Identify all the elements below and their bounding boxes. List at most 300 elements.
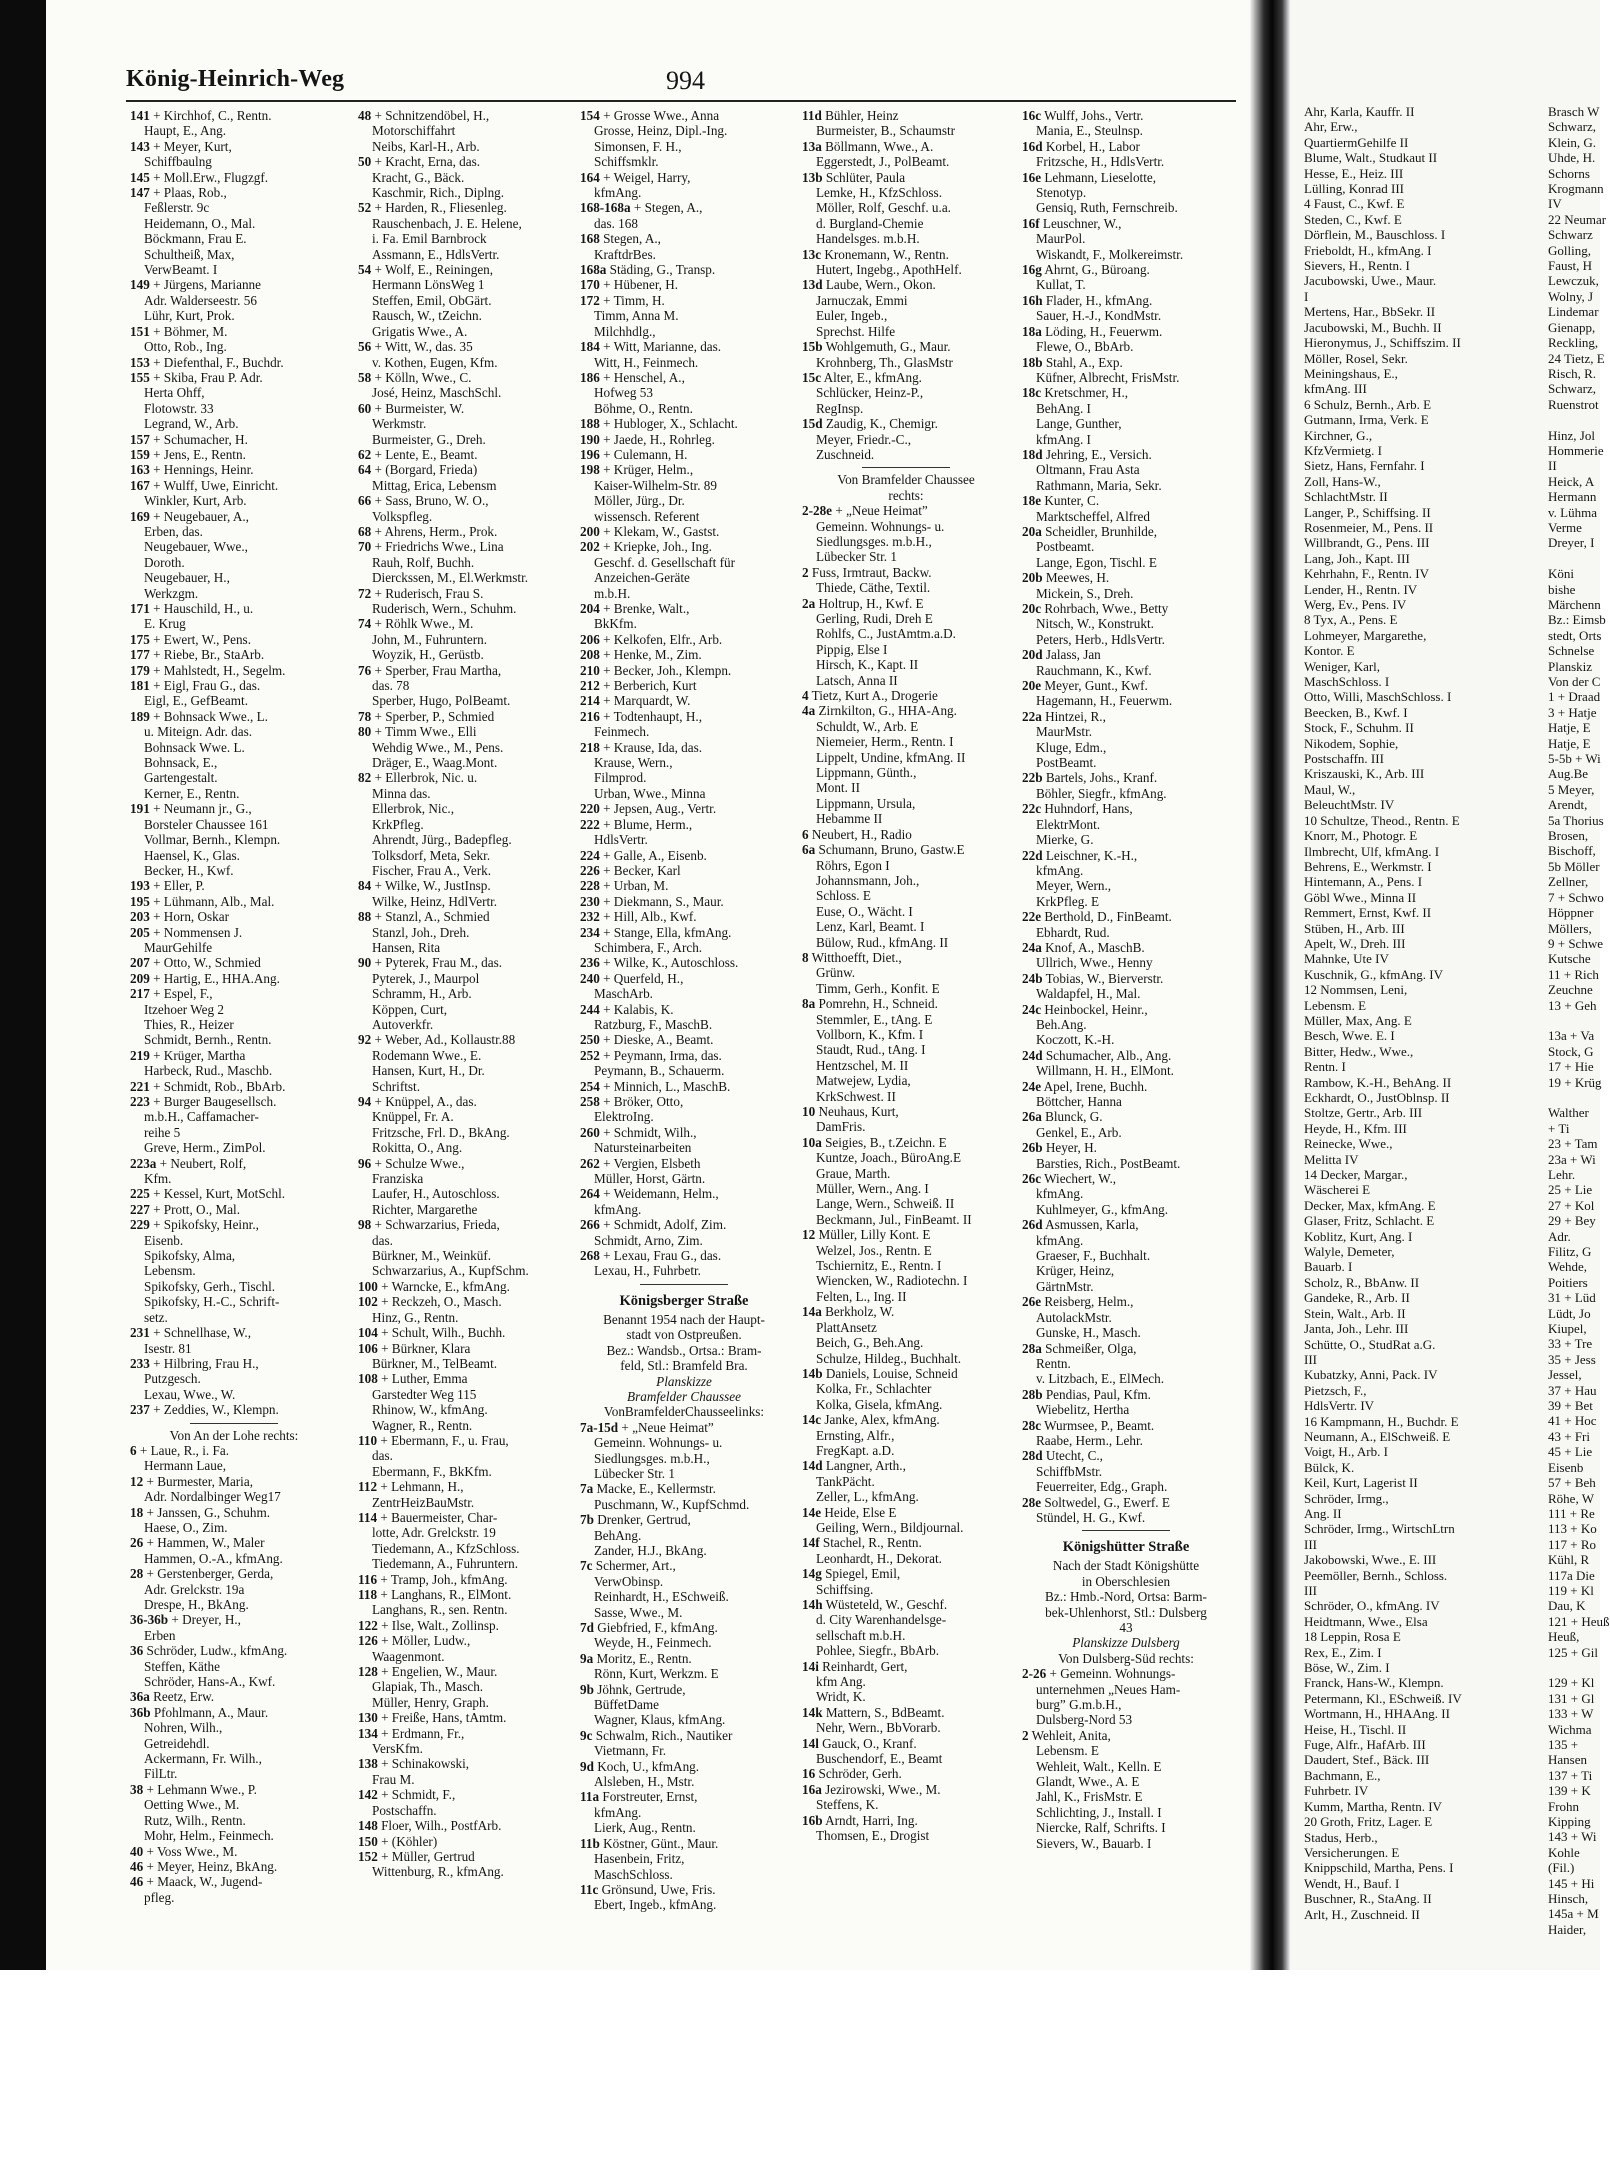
directory-entry-continuation: Niemeier, Herm., Rentn. I: [816, 734, 954, 750]
directory-entry-continuation: Gunske, H., Masch.: [1036, 1325, 1141, 1341]
facing-page-line: Hintemann, A., Pens. I: [1304, 874, 1423, 890]
directory-entry-continuation: Wittenburg, R., kfmAng.: [372, 1864, 504, 1880]
directory-entry-continuation: KraftdrBes.: [594, 246, 656, 262]
directory-entry-continuation: KrkPfleg. E: [1036, 893, 1099, 909]
directory-entry-continuation: Rohlfs, C., JustAmtm.a.D.: [816, 626, 956, 642]
facing-page-line: kfmAng. III: [1304, 381, 1367, 397]
house-number: 14c: [802, 1412, 822, 1428]
facing-page-line: stedt, Orts: [1548, 627, 1602, 643]
directory-entry-continuation: Steffens, K.: [816, 1797, 879, 1813]
directory-entry-continuation: Hasenbein, Fritz,: [594, 1851, 685, 1867]
directory-entry-continuation: VerwBeamt. I: [144, 262, 218, 278]
directory-entry-continuation: Winkler, Kurt, Arb.: [144, 493, 247, 509]
directory-entry: 14e Heide, Else E: [802, 1504, 897, 1520]
directory-entry-continuation: kfmAng.: [594, 185, 642, 201]
directory-entry-continuation: Jahl, K., FrisMstr. E: [1036, 1789, 1143, 1805]
facing-page-line: 9 + Schwe: [1548, 935, 1603, 951]
house-number: 163: [130, 462, 150, 478]
house-number: 240: [580, 970, 600, 986]
house-number: 60: [358, 400, 372, 416]
directory-entry: 114 + Bauermeister, Char-: [358, 1509, 498, 1525]
facing-page-line: 35 + Jess: [1548, 1351, 1596, 1367]
facing-page-line: Werg, Ev., Pens. IV: [1304, 597, 1407, 612]
directory-entry: 191 + Neumann jr., G.,: [130, 801, 252, 817]
scan-bottom-margin: [0, 1970, 1600, 2177]
directory-entry-continuation: Thiede, Cäthe, Textil.: [816, 580, 931, 596]
directory-entry-continuation: Richter, Margarethe: [372, 1201, 478, 1217]
house-number: 236: [580, 955, 600, 971]
facing-page-line: Kiupel,: [1548, 1321, 1587, 1337]
directory-entry-continuation: Witt, H., Feinmech.: [594, 354, 699, 370]
facing-page-line: Zellner,: [1548, 874, 1589, 890]
directory-entry: 16a Jezirowski, Wwe., M.: [802, 1781, 941, 1797]
directory-entry: 260 + Schmidt, Wilh.,: [580, 1124, 697, 1140]
facing-page-line: Hatje, E: [1548, 735, 1591, 751]
directory-entry: 152 + Müller, Gertrud: [358, 1848, 475, 1864]
house-number: 20e: [1022, 678, 1042, 694]
directory-entry-continuation: Bürkner, M., Weinküf.: [372, 1248, 492, 1264]
directory-entry-continuation: Postbeamt.: [1036, 539, 1095, 555]
directory-entry: 74 + Röhlk Wwe., M.: [358, 616, 474, 632]
facing-page-line: 19 + Krüg: [1548, 1074, 1602, 1090]
facing-page-line: Uhde, H.: [1548, 150, 1596, 166]
directory-entry: 138 + Schinakowski,: [358, 1756, 470, 1772]
directory-entry: 198 + Krüger, Helm.,: [580, 462, 694, 478]
directory-entry-continuation: Peters, Herb., HdlsVertr.: [1036, 631, 1165, 647]
house-number: 147: [130, 185, 150, 201]
facing-page-line: Dau, K: [1548, 1598, 1586, 1614]
directory-entry-continuation: Köppen, Curt,: [372, 1001, 448, 1017]
house-number: 11b: [580, 1835, 600, 1851]
directory-entry-continuation: Puschmann, W., KupfSchmd.: [594, 1496, 750, 1512]
facing-page-line: Stock, G: [1548, 1043, 1594, 1059]
house-number: 12: [802, 1227, 816, 1243]
directory-entry-continuation: v. Litzbach, E., ElMech.: [1036, 1371, 1165, 1387]
section-note: Von Dulsberg-Süd rechts:: [1058, 1650, 1194, 1666]
directory-entry-continuation: m.b.H., Caffamacher-: [144, 1109, 259, 1125]
house-number: 16a: [802, 1781, 822, 1797]
directory-entry: 232 + Hill, Alb., Kwf.: [580, 909, 697, 925]
house-number: 214: [580, 693, 600, 709]
directory-entry: 62 + Lente, E., Beamt.: [358, 446, 478, 462]
directory-entry-continuation: Grigatis Wwe., A.: [372, 323, 468, 339]
house-number: 231: [130, 1325, 150, 1341]
section-note: stadt von Ostpreußen.: [626, 1327, 742, 1343]
directory-entry-continuation: Minna das.: [372, 785, 431, 801]
directory-entry-continuation: kfmAng.: [1036, 1186, 1084, 1202]
directory-entry-continuation: Hammen, O.-A., kfmAng.: [144, 1550, 283, 1566]
facing-page-line: 57 + Beh: [1548, 1475, 1596, 1491]
facing-page-line: Adr.: [1548, 1228, 1571, 1244]
house-number: 22b: [1022, 770, 1043, 786]
directory-entry: 254 + Minnich, L., MaschB.: [580, 1078, 731, 1094]
facing-page-line: Sievers, H., Rentn. I: [1304, 258, 1410, 274]
house-number: 6a: [802, 842, 816, 858]
facing-page-line: 135 +: [1548, 1736, 1579, 1752]
facing-page-line: Zoll, Hans-W.,: [1304, 473, 1381, 489]
facing-page-line: Scholz, R., BbAnw. II: [1304, 1274, 1420, 1290]
directory-entry-continuation: Wridt, K.: [816, 1689, 866, 1705]
facing-page-line: Bauarb. I: [1304, 1259, 1353, 1275]
facing-page-line: Melitta IV: [1304, 1151, 1359, 1167]
directory-entry-continuation: Geschf. d. Gesellschaft für: [594, 554, 735, 570]
house-number: 138: [358, 1756, 378, 1772]
house-number: 237: [130, 1402, 150, 1418]
directory-entry: 16g Ahrnt, G., Büroang.: [1022, 262, 1150, 278]
directory-entry: 4 Tietz, Kurt A., Drogerie: [802, 688, 938, 704]
house-number: 212: [580, 678, 600, 694]
house-number: 266: [580, 1217, 600, 1233]
house-number: 228: [580, 878, 600, 894]
directory-entry-continuation: Werkmstr.: [372, 416, 427, 432]
directory-entry: 167 + Wulff, Uwe, Einricht.: [130, 477, 279, 493]
directory-entry-continuation: Thomsen, E., Drogist: [816, 1828, 930, 1844]
house-number: 232: [580, 909, 600, 925]
directory-entry-continuation: SchiffbMstr.: [1036, 1463, 1103, 1479]
directory-entry-continuation: Steffen, Emil, ObGärt.: [372, 292, 492, 308]
directory-entry-continuation: Wehdig Wwe., M., Pens.: [372, 739, 504, 755]
directory-entry-continuation: Wiebelitz, Hertha: [1036, 1402, 1130, 1418]
facing-page-line: Möller, Rosel, Sekr.: [1304, 350, 1408, 366]
directory-entry-continuation: Möller, Rolf, Geschf. u.a.: [816, 200, 951, 216]
directory-entry-continuation: Pohlee, Siegfr., BbArb.: [816, 1643, 940, 1659]
directory-entry: 26 + Hammen, W., Maler: [130, 1535, 265, 1551]
house-number: 244: [580, 1001, 600, 1017]
directory-entry-continuation: Kaiser-Wilhelm-Str. 89: [594, 477, 717, 493]
directory-entry-continuation: Fritzsche, Frl. D., BkAng.: [372, 1124, 510, 1140]
facing-page-line: Glaser, Fritz, Schlacht. E: [1304, 1213, 1435, 1229]
directory-column-4: [802, 108, 1010, 1963]
directory-entry: 82 + Ellerbrok, Nic. u.: [358, 770, 478, 786]
directory-entry: 20c Rohrbach, Wwe., Betty: [1022, 601, 1169, 616]
facing-page-line: 14 Decker, Margar.,: [1304, 1167, 1408, 1183]
directory-entry: 88 + Stanzl, A., Schmied: [358, 909, 490, 925]
directory-entry: 14f Stachel, R., Rentn.: [802, 1535, 922, 1551]
directory-entry: 13a Böllmann, Wwe., A.: [802, 138, 934, 154]
directory-entry: 28 + Gerstenberger, Gerda,: [130, 1566, 274, 1582]
directory-entry: 190 + Jaede, H., Rohrleg.: [580, 431, 715, 447]
directory-entry-continuation: Rauchmann, K., Kwf.: [1036, 662, 1152, 678]
facing-page-line: Stein, Walt., Arb. II: [1304, 1305, 1406, 1321]
directory-entry: 28a Schmeißer, Olga,: [1022, 1340, 1137, 1356]
house-number: 11a: [580, 1789, 600, 1805]
directory-entry: 252 + Peymann, Irma, das.: [580, 1047, 722, 1063]
facing-page-line: Knippschild, Martha, Pens. I: [1304, 1860, 1454, 1876]
directory-entry-continuation: FilLtr.: [144, 1766, 178, 1782]
facing-page-line: Apelt, W., Dreh. III: [1304, 935, 1406, 951]
directory-entry-continuation: Schiffsmklr.: [594, 154, 659, 170]
house-number: 104: [358, 1325, 378, 1341]
directory-entry-continuation: GärtnMstr.: [1036, 1278, 1094, 1294]
house-number: 191: [130, 801, 150, 817]
house-number: 16c: [1022, 108, 1042, 123]
facing-page-line: Bischoff,: [1548, 843, 1596, 859]
facing-page-line: 23a + Wi: [1548, 1151, 1596, 1167]
house-number: 58: [358, 369, 372, 385]
facing-page-line: Steden, C., Kwf. E: [1304, 211, 1402, 227]
directory-entry-continuation: reihe 5: [144, 1124, 181, 1140]
directory-entry-continuation: Handelsges. m.b.H.: [816, 231, 920, 247]
facing-page-line: Lang, Joh., Kapt. III: [1304, 550, 1410, 566]
facing-page-line: Haider,: [1548, 1921, 1587, 1937]
directory-entry-continuation: Assmann, E., HdlsVertr.: [372, 246, 500, 262]
house-number: 14i: [802, 1658, 819, 1674]
directory-entry-continuation: kfm Ang.: [816, 1674, 866, 1690]
house-number: 216: [580, 708, 600, 724]
directory-entry: 228 + Urban, M.: [580, 878, 669, 894]
facing-page-line: 41 + Hoc: [1548, 1413, 1597, 1429]
house-number: 177: [130, 647, 150, 663]
directory-entry-continuation: Kluge, Edm.,: [1036, 739, 1107, 755]
directory-entry-continuation: Böttcher, Hanna: [1036, 1094, 1122, 1109]
directory-entry-continuation: Peymann, B., Schauerm.: [594, 1063, 725, 1079]
directory-entry-continuation: Willmann, H. H., ElMont.: [1036, 1063, 1174, 1079]
directory-entry-continuation: Lippelt, Undine, kfmAng. II: [816, 749, 966, 765]
directory-entry-continuation: Hansen, Rita: [372, 939, 441, 955]
section-note: bek-Uhlenhorst, Stl.: Dulsberg: [1045, 1604, 1207, 1620]
facing-page-line: 23 + Tam: [1548, 1136, 1598, 1152]
directory-entry-continuation: Beh.Ang.: [1036, 1016, 1087, 1032]
facing-page-line: Golling,: [1548, 242, 1591, 258]
directory-entry-continuation: Wehleit, Walt., Kelln. E: [1036, 1758, 1162, 1774]
directory-entry: 208 + Henke, M., Zim.: [580, 647, 702, 663]
facing-page-line: Keil, Kurt, Lagerist II: [1304, 1475, 1418, 1491]
directory-entry-continuation: Neugebauer, H.,: [144, 570, 230, 586]
directory-entry: 209 + Hartig, E., HHA.Ang.: [130, 970, 280, 986]
directory-entry-continuation: Latsch, Anna II: [816, 672, 898, 688]
directory-entry-continuation: Euler, Ingeb.,: [816, 308, 888, 324]
directory-entry-continuation: Lange, Egon, Tischl. E: [1036, 554, 1157, 570]
facing-page: [1290, 0, 1610, 1970]
directory-entry-continuation: Becker, H., Kwf.: [144, 862, 234, 878]
directory-entry-continuation: Krause, Wern.,: [594, 755, 673, 771]
directory-entry: 72 + Ruderisch, Frau S.: [358, 585, 484, 601]
directory-entry-continuation: Müller, Horst, Gärtn.: [594, 1171, 706, 1187]
directory-entry: 240 + Querfeld, H.,: [580, 970, 684, 986]
house-number: 80: [358, 724, 372, 740]
directory-entry-continuation: Rauschenbach, J. E. Helene,: [372, 215, 522, 231]
facing-page-line: III: [1304, 1583, 1317, 1598]
directory-entry-continuation: Barsties, Rich., PostBeamt.: [1036, 1155, 1181, 1171]
directory-entry-continuation: Rodemann Wwe., E.: [372, 1047, 482, 1063]
directory-entry-continuation: Kolka, Fr., Schlachter: [816, 1381, 932, 1397]
facing-page-line: 25 + Lie: [1548, 1182, 1593, 1198]
facing-page-line: Decker, Max, kfmAng. E: [1304, 1197, 1436, 1213]
facing-page-line: Hinz, Jol: [1548, 427, 1595, 443]
house-number: 22c: [1022, 801, 1042, 817]
directory-entry-continuation: Rönn, Kurt, Werkzm. E: [594, 1666, 719, 1682]
directory-entry: 16f Leuschner, W.,: [1022, 215, 1122, 231]
directory-entry-continuation: Ebert, Ingeb., kfmAng.: [594, 1897, 717, 1913]
facing-page-line: 137 + Ti: [1548, 1767, 1593, 1783]
directory-entry-continuation: Lühr, Kurt, Prok.: [144, 308, 235, 324]
directory-entry: 193 + Eller, P.: [130, 878, 205, 894]
facing-page-line: Schröder, O., kfmAng. IV: [1304, 1598, 1440, 1614]
house-number: 20c: [1022, 601, 1042, 616]
facing-page-line: 5 Meyer,: [1548, 781, 1595, 797]
house-number: 193: [130, 878, 150, 894]
facing-page-line: Koblitz, Kurt, Ang. I: [1304, 1228, 1413, 1244]
house-number: 143: [130, 138, 150, 154]
house-number: 74: [358, 616, 372, 632]
directory-entry: 10a Seigies, B., t.Zeichn. E: [802, 1134, 947, 1150]
house-number: 189: [130, 708, 150, 724]
facing-page-line: Stüben, H., Arb. III: [1304, 920, 1405, 936]
directory-entry-continuation: Hermann LönsWeg 1: [372, 277, 485, 293]
directory-entry-continuation: Schloss. E: [816, 888, 871, 904]
house-number: 210: [580, 662, 600, 678]
facing-page-line: MaschSchloss. I: [1304, 674, 1390, 690]
house-number: 14d: [802, 1458, 823, 1474]
facing-page-line: Hinsch,: [1548, 1891, 1589, 1907]
house-number: 8: [802, 949, 809, 965]
house-number: 24d: [1022, 1047, 1043, 1063]
directory-entry: 11a Forstreuter, Ernst,: [580, 1789, 698, 1805]
facing-page-line: Bachmann, E.,: [1304, 1767, 1381, 1783]
facing-page-line: III: [1304, 1351, 1317, 1367]
directory-entry: 22b Bartels, Johs., Kranf.: [1022, 770, 1158, 786]
directory-entry-continuation: Ratzburg, F., MaschB.: [594, 1016, 713, 1032]
house-number: 18d: [1022, 446, 1043, 462]
facing-page-line: Heick, A: [1548, 473, 1595, 489]
directory-entry-continuation: Itzehoer Weg 2: [144, 1001, 224, 1017]
directory-entry-continuation: Schuldt, W., Arb. E: [816, 718, 919, 734]
house-number: 24e: [1022, 1078, 1042, 1094]
directory-entry-continuation: Schramm, H., Arb.: [372, 986, 472, 1002]
facing-page-line: Rex, E., Zim. I: [1304, 1644, 1382, 1660]
facing-page-line: Röhe, W: [1548, 1490, 1594, 1506]
facing-page-line: Wäscherei E: [1304, 1182, 1371, 1198]
house-number: 26e: [1022, 1294, 1042, 1310]
house-number: 46: [130, 1858, 144, 1874]
directory-entry: 157 + Schumacher, H.: [130, 431, 248, 447]
directory-entry: 14a Berkholz, W.: [802, 1304, 895, 1320]
facing-page-line: 121 + Heuß: [1548, 1613, 1610, 1629]
facing-page-line: Lebensm. E: [1304, 997, 1367, 1013]
house-number: 205: [130, 924, 150, 940]
facing-page-line: Hesse, E., Heiz. III: [1304, 165, 1404, 181]
directory-entry-continuation: Hirsch, K., Kapt. II: [816, 657, 919, 673]
directory-entry-continuation: das.: [372, 1448, 393, 1464]
facing-page-line: Ahr, Erw.,: [1304, 119, 1358, 135]
section-note: Benannt 1954 nach der Haupt-: [603, 1311, 765, 1327]
house-number: 4: [802, 688, 809, 704]
house-number: 186: [580, 369, 600, 385]
directory-entry-continuation: Timm, Gerh., Konfit. E: [816, 980, 940, 996]
directory-entry-continuation: Adr. Nordalbinger Weg17: [144, 1489, 281, 1505]
facing-page-line: Lindemar: [1548, 304, 1599, 320]
directory-entry: 76 + Sperber, Frau Martha,: [358, 662, 502, 678]
directory-entry-continuation: Adr. Grelckstr. 19a: [144, 1581, 245, 1597]
directory-entry: 10 Neuhaus, Kurt,: [802, 1104, 899, 1119]
directory-entry-continuation: Oltmann, Frau Asta: [1036, 462, 1140, 478]
directory-entry-continuation: Weyde, H., Feinmech.: [594, 1635, 712, 1651]
directory-entry-continuation: MaurPol.: [1036, 231, 1086, 247]
facing-page-line: Müller, Max, Ang. E: [1304, 1012, 1412, 1028]
directory-entry: 15c Alter, E., kfmAng.: [802, 369, 922, 385]
directory-entry: 258 + Bröker, Otto,: [580, 1094, 684, 1109]
facing-page-line: Rentn. I: [1304, 1059, 1346, 1075]
directory-entry: 179 + Mahlstedt, H., Segelm.: [130, 662, 286, 678]
directory-entry-continuation: Knüppel, Fr. A.: [372, 1109, 454, 1125]
directory-entry-continuation: PostBeamt.: [1036, 755, 1097, 771]
facing-page-line: III: [1304, 1536, 1317, 1552]
directory-entry-continuation: das. 168: [594, 215, 638, 231]
directory-entry: 2-26 + Gemeinn. Wohnungs-: [1022, 1666, 1176, 1682]
directory-entry-continuation: Neibs, Karl-H., Arb.: [372, 138, 480, 154]
facing-page-line: 39 + Bet: [1548, 1398, 1593, 1414]
facing-page-line: [1548, 551, 1608, 566]
house-number: 16g: [1022, 262, 1042, 278]
directory-entry-continuation: Schmidt, Arno, Zim.: [594, 1232, 703, 1248]
facing-page-line: 113 + Ko: [1548, 1521, 1597, 1537]
facing-page-line: 13a + Va: [1548, 1028, 1595, 1044]
house-number: 20a: [1022, 523, 1042, 539]
house-number: 208: [580, 647, 600, 663]
house-number: 36b: [130, 1704, 151, 1720]
directory-entry: 181 + Eigl, Frau G., das.: [130, 678, 261, 694]
facing-page-line: Lehr.: [1548, 1166, 1576, 1182]
house-number: 222: [580, 816, 600, 832]
house-number: 15c: [802, 369, 822, 385]
directory-entry-continuation: Flotowstr. 33: [144, 400, 214, 416]
directory-entry: 70 + Friedrichs Wwe., Lina: [358, 539, 504, 555]
house-number: 151: [130, 323, 150, 339]
directory-entry: 90 + Pyterek, Frau M., das.: [358, 955, 503, 971]
directory-entry: 153 + Diefenthal, F., Buchdr.: [130, 354, 284, 370]
directory-entry-continuation: Fischer, Frau A., Verk.: [372, 862, 492, 878]
directory-entry-continuation: sellschaft m.b.H.: [816, 1627, 906, 1643]
directory-entry: 184 + Witt, Marianne, das.: [580, 339, 722, 355]
facing-page-line: 27 + Kol: [1548, 1197, 1595, 1213]
house-number: 164: [580, 169, 600, 185]
directory-entry: 234 + Stange, Ella, kfmAng.: [580, 924, 732, 940]
facing-page-line: 119 + Kl: [1548, 1582, 1594, 1598]
house-number: 13b: [802, 169, 823, 185]
directory-entry: 151 + Böhmer, M.: [130, 323, 228, 339]
facing-page-line: Faust, H: [1548, 258, 1593, 274]
directory-entry-continuation: Lexau, H., Fuhrbetr.: [594, 1263, 701, 1279]
house-number: 13a: [802, 138, 822, 154]
directory-entry-continuation: Schiffsing.: [816, 1581, 874, 1597]
house-number: 221: [130, 1078, 150, 1094]
directory-entry-continuation: Kerner, E., Rentn.: [144, 785, 240, 801]
directory-entry-continuation: Bohnsack, E.,: [144, 755, 218, 771]
directory-entry-continuation: Gerling, Rudi, Dreh E: [816, 611, 933, 626]
facing-page-line: 45 + Lie: [1548, 1444, 1593, 1460]
facing-page-line: Walther: [1548, 1105, 1589, 1121]
facing-page-line: Hansen: [1548, 1752, 1587, 1768]
directory-entry-continuation: Ullrich, Wwe., Henny: [1036, 955, 1153, 971]
directory-entry: 26a Blunck, G.: [1022, 1109, 1103, 1125]
directory-entry: 112 + Lehmann, H.,: [358, 1479, 464, 1495]
directory-entry-continuation: Böhme, O., Rentn.: [594, 400, 693, 416]
directory-entry-continuation: m.b.H.: [594, 585, 631, 601]
directory-entry-continuation: Geiling, Wern., Bildjournal.: [816, 1519, 964, 1535]
directory-entry-continuation: Eigl, E., GefBeamt.: [144, 693, 249, 709]
directory-entry-continuation: Lange, Gunther,: [1036, 416, 1122, 432]
house-number: 16e: [1022, 169, 1042, 185]
house-number: 38: [130, 1781, 144, 1797]
directory-entry-continuation: Otto, Rob., Ing.: [144, 339, 227, 355]
directory-entry-continuation: Meyer, Friedr.-C.,: [816, 431, 912, 447]
house-number: 206: [580, 631, 600, 647]
directory-entry-continuation: Ebhardt, Rud.: [1036, 924, 1110, 940]
house-number: 76: [358, 662, 372, 678]
house-number: 36a: [130, 1689, 150, 1705]
facing-page-line: Dörflein, M., Bauschloss. I: [1304, 227, 1446, 243]
directory-entry-continuation: VersKfm.: [372, 1741, 423, 1757]
